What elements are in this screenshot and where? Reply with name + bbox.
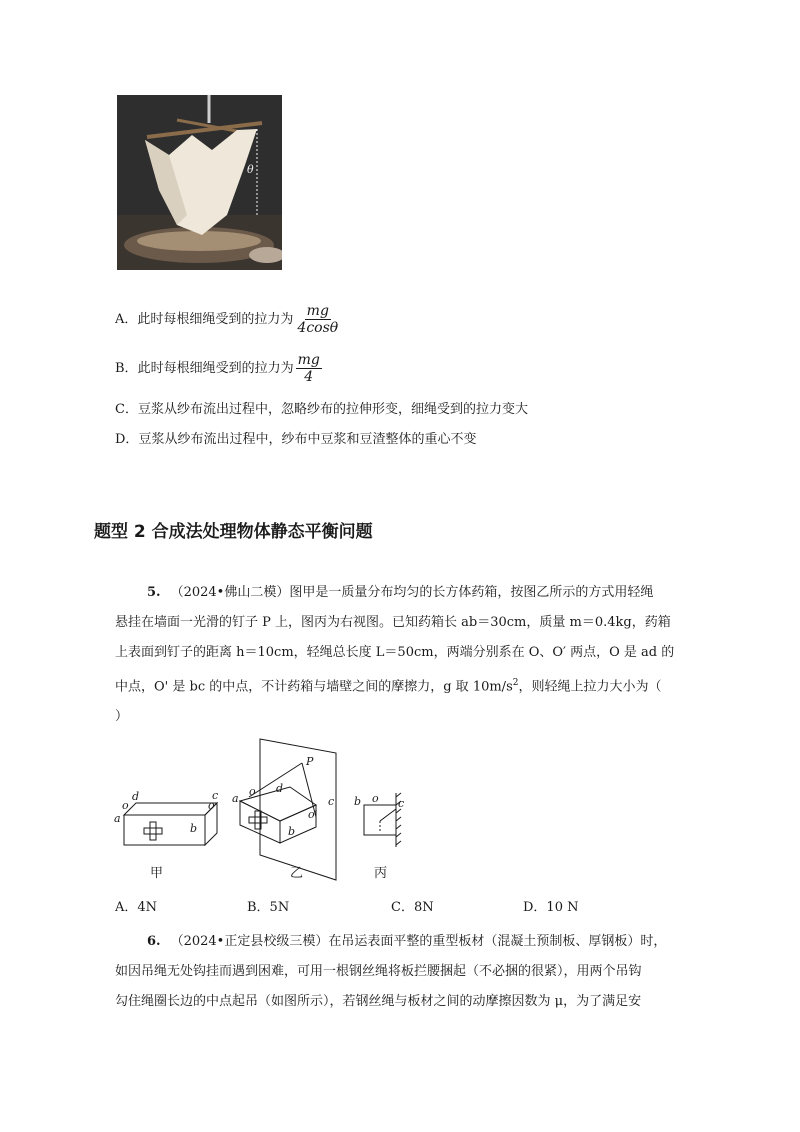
- figure-bing: [364, 793, 401, 847]
- choice-c: C．8N: [391, 900, 434, 915]
- choice-d: D．10 N: [523, 900, 579, 915]
- option-text: 豆浆从纱布流出过程中，纱布中豆浆和豆渣整体的重心不变: [138, 432, 477, 447]
- q5-line-1: [115, 578, 715, 608]
- question-number: 6.: [147, 934, 161, 949]
- label-o2-jia: o: [208, 799, 215, 812]
- q5-line-3: 上表面到钉子的距离 h＝10cm，轻绳总长度 L＝50cm，两端分别系在 O、O′ 两点，O 是 ad 的: [115, 645, 675, 660]
- q6-line-1: [115, 927, 715, 957]
- label-o-yi: o: [249, 785, 256, 798]
- option-c: [115, 400, 528, 420]
- choice-b: B．5N: [247, 900, 290, 915]
- q5-line-5: ）: [115, 709, 129, 725]
- label-c-jia: c: [212, 789, 219, 802]
- option-d: [115, 430, 476, 450]
- label-d-yi: d: [276, 782, 284, 795]
- question-5-text: [115, 578, 715, 732]
- figure-jia: [124, 803, 217, 845]
- q6-line-1-text: （2024•正定县校级三模）在吊运表面平整的重型板材（混凝土预制板、厚钢板）时，: [170, 934, 667, 949]
- fraction-numerator: mg: [306, 303, 329, 319]
- choice-a: A．4N: [115, 900, 158, 915]
- photo-illustration: [117, 95, 282, 270]
- option-text: 此时每根细绳受到的拉力为: [137, 312, 294, 327]
- label-p: P: [306, 755, 314, 768]
- tofu-cloth-photo: [117, 95, 282, 270]
- q5-line-4-tail: ，则轻绳上拉力大小为（: [518, 679, 662, 695]
- fraction-denominator: 4: [304, 369, 314, 385]
- label-o2-yi: o′: [308, 808, 318, 821]
- option-b: [115, 352, 322, 385]
- superscript: 2: [512, 678, 519, 688]
- fraction-numerator: mg: [297, 352, 320, 368]
- question-6-text: [115, 927, 715, 1017]
- option-letter: D．: [115, 432, 139, 447]
- q5-line-4: [115, 668, 715, 702]
- fraction: [296, 352, 322, 385]
- label-o-jia: o: [122, 799, 129, 812]
- q5-figure-diagram: [110, 735, 430, 885]
- figure-yi: [240, 739, 336, 880]
- q5-line-2: 悬挂在墙面一光滑的钉子 P 上，图丙为右视图。已知药箱长 ab＝30cm，质量 m＝0.4kg，药箱: [115, 615, 671, 630]
- label-c-yi: c: [328, 795, 335, 808]
- fraction-denominator: 4cosθ: [297, 320, 339, 336]
- option-letter: B．: [115, 361, 138, 376]
- q5-line-4-text: 中点，O' 是 bc 的中点，不计药箱与墙壁之间的摩擦力，g 取 10m/s: [115, 679, 513, 695]
- section-title: 题型 2 合成法处理物体静态平衡问题: [94, 522, 373, 542]
- option-text: 豆浆从纱布流出过程中，忽略纱布的拉伸形变，细绳受到的拉力变大: [137, 402, 528, 417]
- fraction: [295, 303, 340, 336]
- label-a-jia: a: [114, 812, 121, 825]
- option-letter: C．: [115, 402, 138, 417]
- label-jia: 甲: [150, 866, 164, 881]
- q6-line-3: 勾住绳圈长边的中点起吊（如图所示），若钢丝绳与板材之间的动摩擦因数为 μ，为了满足安: [115, 994, 642, 1009]
- q6-line-2: 如因吊绳无处钩挂而遇到困难，可用一根钢丝绳将板拦腰捆起（不必捆的很紧），用两个吊钩: [115, 964, 642, 979]
- option-letter: A．: [115, 312, 138, 327]
- label-b-bing: b: [354, 795, 362, 808]
- label-a-yi: a: [232, 792, 239, 805]
- label-o2-bing: o: [372, 792, 379, 805]
- angle-label: θ: [247, 163, 254, 176]
- label-d-jia: d: [132, 790, 140, 803]
- option-text: 此时每根细绳受到的拉力为: [137, 361, 294, 376]
- label-c-bing: c: [398, 797, 405, 810]
- label-b-yi: b: [288, 825, 296, 838]
- option-a: [115, 303, 340, 336]
- label-b-jia: b: [190, 822, 198, 835]
- q5-figures: [110, 735, 430, 885]
- label-bing: 丙: [374, 866, 388, 881]
- label-yi: 乙: [290, 866, 304, 881]
- question-number: 5.: [147, 585, 161, 600]
- q5-line-1-text: （2024•佛山二模）图甲是一质量分布均匀的长方体药箱，按图乙所示的方式用轻绳: [170, 585, 654, 600]
